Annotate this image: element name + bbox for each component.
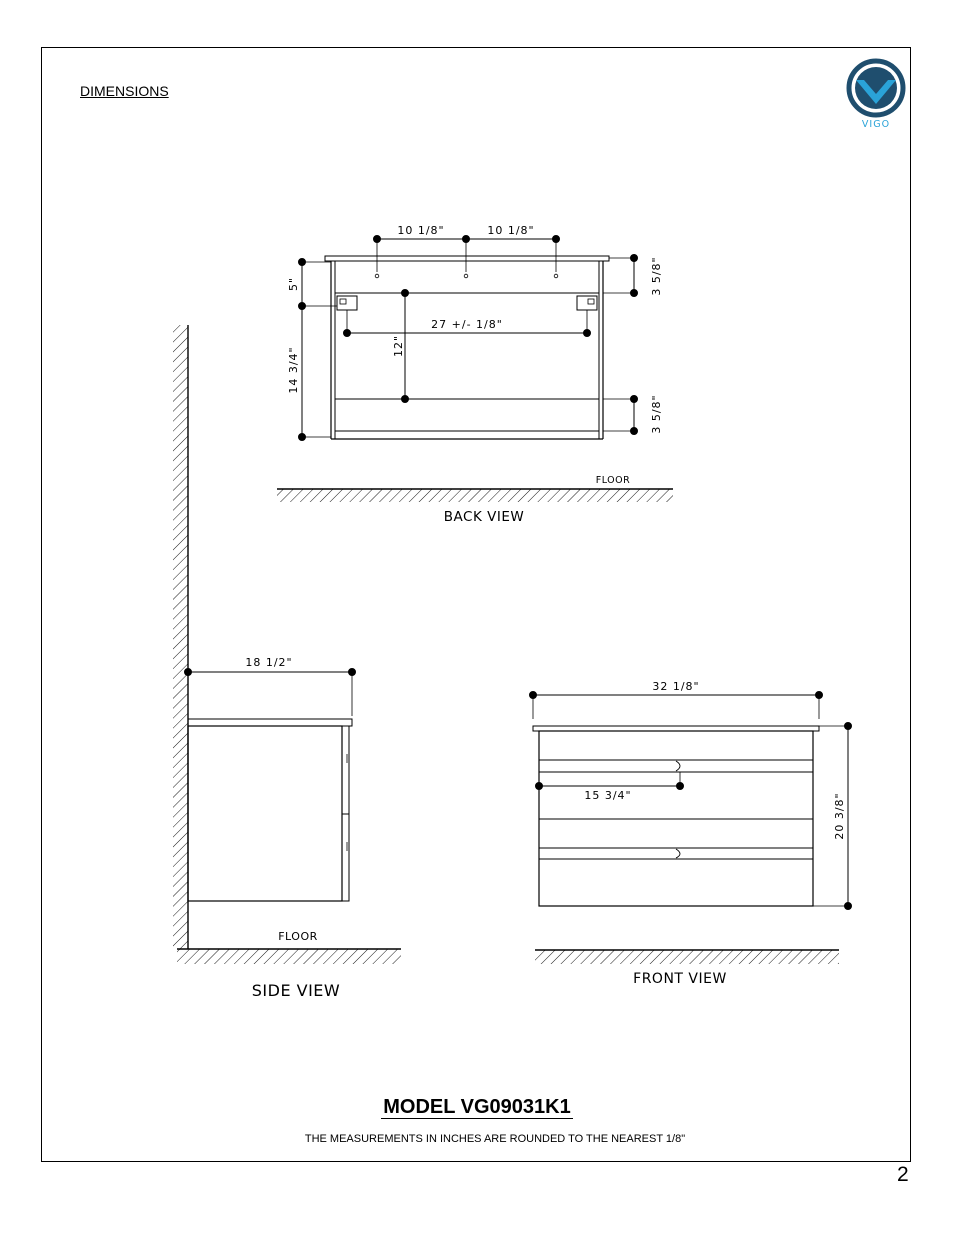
front-view (530, 692, 852, 965)
back-view-label: BACK VIEW (443, 509, 525, 525)
dim-bottom-right: 3 5/8" (650, 394, 663, 434)
dim-height: 20 3/8" (833, 792, 846, 840)
dim-top-height: 5" (287, 276, 300, 292)
back-view (277, 236, 673, 503)
dim-left-spacing: 10 1/8" (397, 224, 445, 237)
page-title: DIMENSIONS (80, 83, 169, 99)
back-floor-label: FLOOR (595, 475, 631, 486)
model-title (0, 1096, 954, 1119)
dim-width: 32 1/8" (652, 680, 700, 693)
dim-top-right: 3 5/8" (650, 256, 663, 296)
model-number: MODEL VG09031K1 (383, 1096, 571, 1118)
logo-wordmark: VIGO (861, 119, 891, 130)
page-number: 2 (897, 1163, 909, 1186)
dim-bracket-spacing: 27 +/- 1/8" (431, 318, 503, 331)
side-view (177, 669, 401, 965)
front-view-label: FRONT VIEW (633, 971, 727, 987)
back-view-labels (287, 224, 663, 525)
wall (173, 325, 188, 949)
dim-depth: 18 1/2" (245, 656, 293, 669)
rounding-note: THE MEASUREMENTS IN INCHES ARE ROUNDED TO THE NEAREST 1/8" (304, 1133, 686, 1145)
dim-rail-drop: 12" (392, 334, 405, 358)
side-view-label: SIDE VIEW (251, 981, 341, 1000)
dim-bottom-height: 14 3/4" (287, 346, 300, 394)
side-floor-label: FLOOR (278, 930, 318, 943)
dim-handle-offset: 15 3/4" (584, 789, 632, 802)
vigo-logo (849, 61, 903, 130)
dim-right-spacing: 10 1/8" (487, 224, 535, 237)
